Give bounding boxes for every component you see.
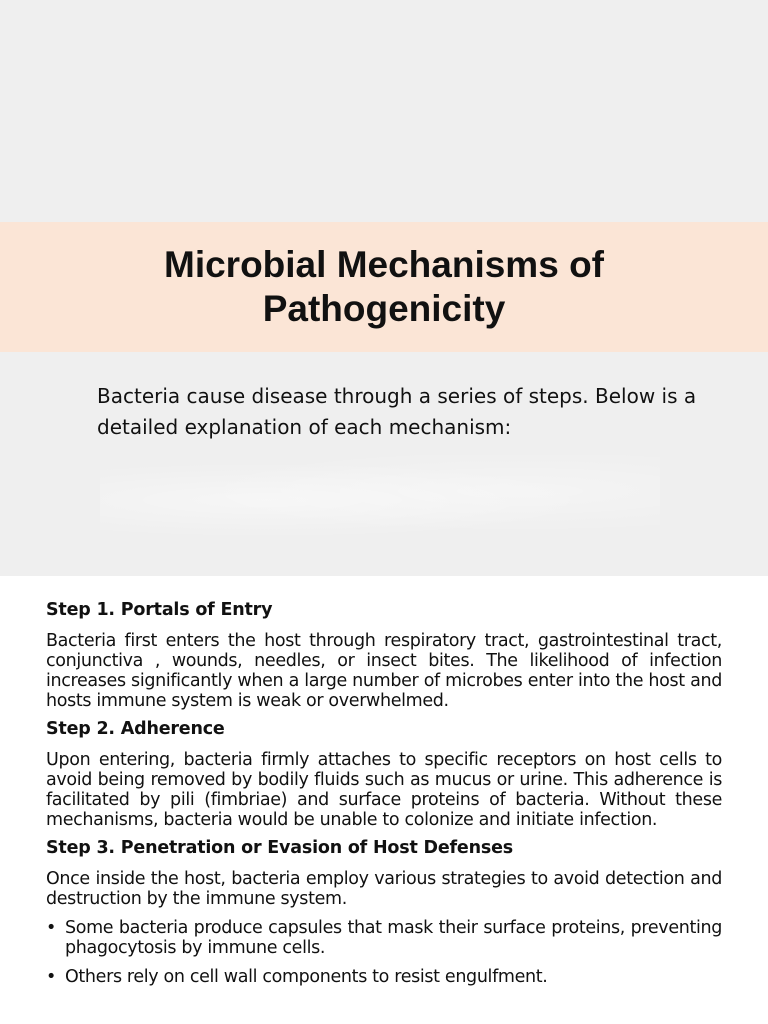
- bullet-point-icon: •: [46, 918, 56, 938]
- bullet-item: [46, 967, 722, 987]
- bullet-text: Some bacteria produce capsules that mask their surface proteins, preventing phagocytosis by immune cells.: [65, 918, 722, 958]
- slide-subtitle: Bacteria cause disease through a series of steps. Below is a detailed explanation of each mechanism:: [97, 384, 697, 439]
- step-3-section: [46, 836, 722, 987]
- step-2-heading: Step 2. Adherence: [46, 719, 225, 739]
- step-3-body: Once inside the host, bacteria employ various strategies to avoid detection and destruction by the immune system.: [46, 869, 722, 909]
- step-1-section: [46, 598, 722, 711]
- content-slide: [0, 576, 768, 1024]
- title-line-1: Microbial Mechanisms of: [164, 244, 604, 285]
- bullet-item: [46, 918, 722, 958]
- bullet-text: Others rely on cell wall components to resist engulfment.: [65, 967, 548, 987]
- step-2-section: [46, 717, 722, 830]
- step-3-heading: Step 3. Penetration or Evasion of Host Defenses: [46, 838, 513, 858]
- step-3-bullet-list: [46, 918, 722, 987]
- steps-content: [46, 598, 722, 996]
- slide-title: [64, 243, 704, 331]
- step-2-body: Upon entering, bacteria firmly attaches to specific receptors on host cells to avoid being removed by bodily fluids such as mucus or urine. This adherence is facilitated by pili (fimbriae) and surface proteins of bacteria. Without these mechanisms, bacteria would be unable to colonize and initiate infection.: [46, 750, 722, 830]
- step-1-heading: Step 1. Portals of Entry: [46, 600, 273, 620]
- title-line-2: Pathogenicity: [262, 288, 506, 329]
- bullet-point-icon: •: [46, 967, 56, 987]
- step-1-body: Bacteria first enters the host through respiratory tract, gastrointestinal tract, conjunctiva , wounds, needles, or insect bites. The likelihood of infection increases significantly when a large number of microbes enter into the host and hosts immune system is weak or overwhelmed.: [46, 631, 722, 711]
- title-band: [0, 222, 768, 352]
